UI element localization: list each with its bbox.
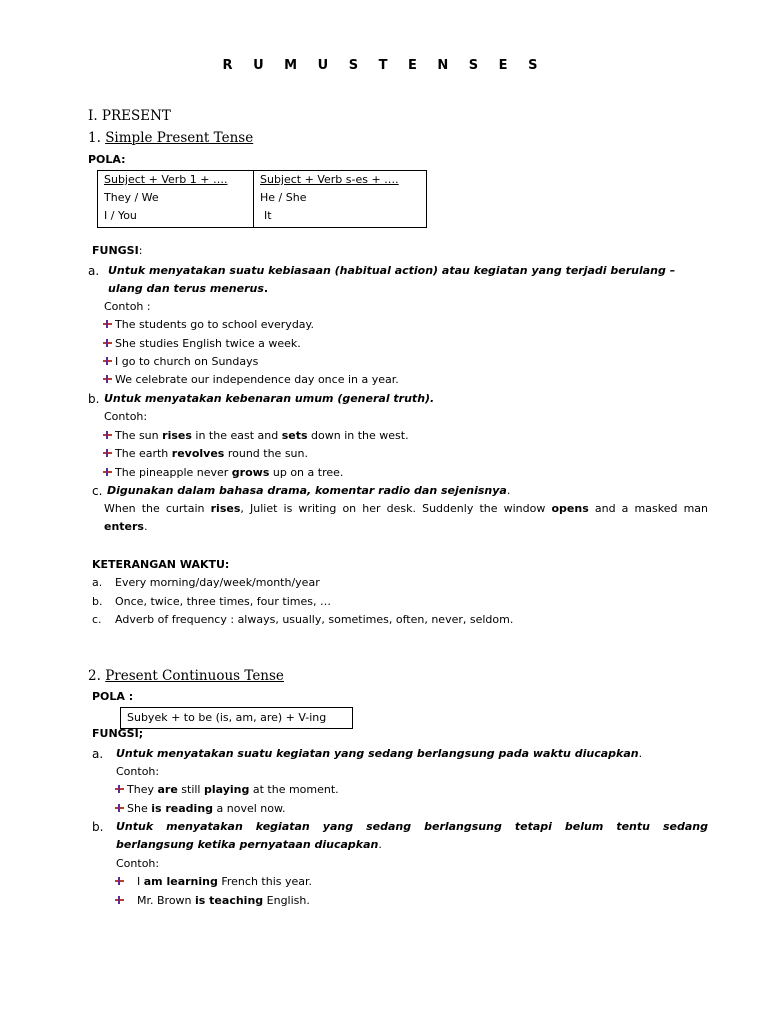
subsection-title: Present Continuous Tense (105, 668, 284, 684)
list-item-text: Once, twice, three times, four times, … (115, 595, 331, 608)
item-label-b: b. (92, 820, 104, 834)
item-a-text: Untuk menyatakan suatu kegiatan yang sedang berlangsung pada waktu diucapkan. (116, 747, 643, 760)
example-text: in the east and (191, 429, 282, 442)
item-label-a: a. (92, 747, 104, 761)
bullet-icon (102, 467, 114, 477)
list-label: b. (92, 595, 103, 608)
example-verb: grows (231, 466, 270, 479)
keterangan-waktu-label: KETERANGAN WAKTU: (92, 558, 230, 571)
example-text: They (127, 783, 158, 796)
list-item (114, 781, 339, 799)
item-b-text-line2: berlangsung ketika pernyataan diucapkan. (116, 838, 382, 851)
table-col2-header: Subject + Verb s-es + …. (260, 173, 399, 186)
example-text: We celebrate our independence day once in a year. (115, 373, 399, 386)
example-text: a novel now. (213, 802, 286, 815)
pola-label: POLA : (92, 690, 134, 703)
pola-table (97, 170, 427, 228)
example-verb: revolves (171, 447, 225, 460)
pola-label: POLA: (88, 153, 126, 166)
example-verb: rises (162, 429, 192, 442)
contoh-label: Contoh: (104, 410, 148, 423)
list-item (102, 353, 258, 371)
example-text: up on a tree. (269, 466, 344, 479)
example-text: English. (263, 894, 310, 907)
contoh-label: Contoh: (116, 857, 160, 870)
list-item (102, 445, 308, 463)
example-text: The students go to school everyday. (115, 318, 314, 331)
example-text: down in the west. (307, 429, 409, 442)
list-label: c. (92, 613, 102, 626)
list-item (92, 574, 102, 592)
example-text: She studies English twice a week. (115, 337, 301, 350)
example-text: When the curtain (104, 502, 211, 515)
table-col2-row1: He / She (260, 191, 307, 204)
list-label: a. (92, 576, 103, 589)
section-heading-present: I. PRESENT (88, 108, 171, 124)
list-item (102, 371, 399, 389)
subsection-number: 1. (88, 130, 101, 146)
subsection-heading-present-continuous (88, 668, 284, 684)
fungsi-label: FUNGSI; (92, 727, 144, 740)
example-text: and a masked man (588, 502, 708, 515)
example-text: , Juliet is writing on her desk. Suddenly the window (240, 502, 552, 515)
example-text: I go to church on Sundays (115, 355, 259, 368)
example-text: French this year. (217, 875, 313, 888)
list-item (102, 335, 301, 353)
example-verb: enters (104, 520, 144, 533)
fungsi-colon: : (138, 244, 143, 257)
subsection-title: Simple Present Tense (105, 130, 254, 146)
item-a-text-line1: Untuk menyatakan suatu kebiasaan (habitual action) atau kegiatan yang terjadi berulang – (108, 264, 676, 277)
item-a-text-line2: ulang dan terus menerus. (108, 282, 269, 295)
list-item (92, 611, 102, 629)
example-text: Mr. Brown (137, 894, 196, 907)
subsection-number: 2. (88, 668, 101, 684)
example-paragraph-line2 (104, 518, 147, 536)
example-verb: sets (281, 429, 308, 442)
list-item (102, 316, 314, 334)
example-verb: are (157, 783, 178, 796)
fungsi-label-text: FUNGSI (92, 244, 139, 257)
item-label-c: c. (92, 484, 103, 498)
contoh-label: Contoh: (116, 765, 160, 778)
item-label-b: b. (88, 392, 100, 406)
example-text: still (177, 783, 204, 796)
bullet-icon (102, 356, 114, 366)
example-text: at the moment. (249, 783, 339, 796)
pola-formula-box: Subyek + to be (is, am, are) + V-ing (120, 707, 353, 729)
example-verb: playing (204, 783, 250, 796)
list-item-text: Adverb of frequency : always, usually, sometimes, often, never, seldom. (115, 613, 514, 626)
bullet-icon (102, 338, 114, 348)
contoh-label: Contoh : (104, 300, 151, 313)
bullet-icon (102, 374, 114, 384)
bullet-icon (114, 895, 126, 905)
list-item (92, 593, 102, 611)
example-verb: am learning (143, 875, 218, 888)
table-col1-row1: They / We (104, 191, 159, 204)
example-text: The pineapple never (115, 466, 232, 479)
item-label-a: a. (88, 264, 100, 278)
table-col1-row2: I / You (104, 209, 137, 222)
bullet-icon (102, 448, 114, 458)
item-b-text-line1: Untuk menyatakan kegiatan yang sedang berlangsung tetapi belum tentu sedang (116, 820, 708, 833)
example-text: I (137, 875, 144, 888)
table-col2-row2: It (264, 209, 272, 222)
bullet-icon (102, 430, 114, 440)
list-item (114, 892, 310, 910)
item-b-text: Untuk menyatakan kebenaran umum (general truth). (104, 392, 435, 405)
list-item (114, 873, 312, 891)
item-c-text: Digunakan dalam bahasa drama, komentar radio dan sejenisnya. (107, 484, 511, 497)
table-divider (253, 171, 254, 227)
subsection-heading-simple-present (88, 130, 253, 146)
bullet-icon (114, 784, 126, 794)
list-item (102, 464, 343, 482)
item-b-text-line2-content: berlangsung ketika pernyataan diucapkan (116, 838, 379, 851)
example-verb: is reading (151, 802, 214, 815)
bullet-icon (114, 803, 126, 813)
list-item-text: Every morning/day/week/month/year (115, 576, 320, 589)
list-item (102, 427, 409, 445)
example-text: The sun (115, 429, 163, 442)
bullet-icon (102, 319, 114, 329)
example-text: . (143, 520, 148, 533)
page-title: R U M U S T E N S E S (222, 58, 546, 73)
example-verb: rises (210, 502, 241, 515)
table-col1-header: Subject + Verb 1 + …. (104, 173, 228, 186)
example-text: round the sun. (224, 447, 308, 460)
list-item (114, 800, 285, 818)
fungsi-label (92, 242, 142, 260)
bullet-icon (114, 876, 126, 886)
example-paragraph-line1 (104, 500, 708, 518)
example-verb: is teaching (195, 894, 264, 907)
example-text: The earth (115, 447, 172, 460)
item-a-text-line2-content: ulang dan terus menerus (108, 282, 264, 295)
item-a-text-content: Untuk menyatakan suatu kegiatan yang sedang berlangsung pada waktu diucapkan (116, 747, 639, 760)
item-c-text-content: Digunakan dalam bahasa drama, komentar radio dan sejenisnya (107, 484, 507, 497)
example-verb: opens (551, 502, 589, 515)
example-text: She (127, 802, 152, 815)
